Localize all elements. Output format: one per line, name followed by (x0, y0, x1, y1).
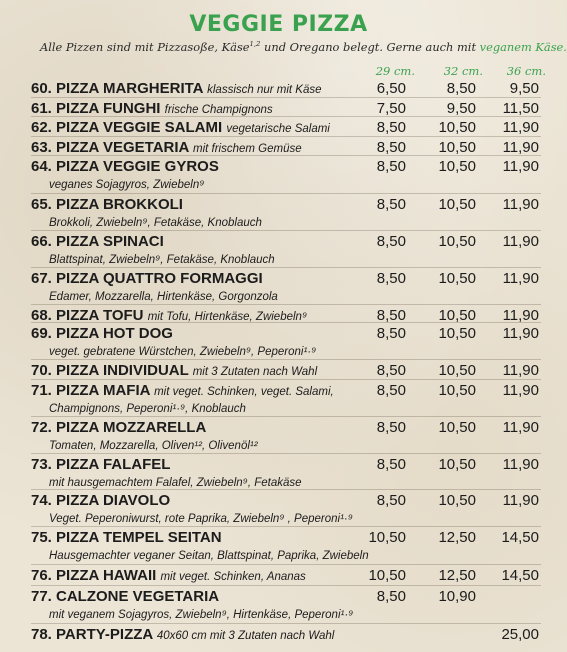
menu-item (31, 566, 541, 586)
price-36cm: 11,90 (502, 196, 539, 213)
row-divider (31, 359, 541, 360)
menu-item-title (31, 195, 183, 215)
menu-item-name: 61. PIZZA FUNGHI (31, 100, 161, 117)
menu-item-title (31, 587, 219, 607)
menu-item-title (31, 491, 170, 511)
menu-item (31, 455, 541, 491)
row-divider (31, 304, 541, 305)
price-36cm: 11,90 (502, 362, 539, 379)
menu-item-name: 65. PIZZA BROKKOLI (31, 196, 183, 213)
price-29cm: 8,50 (376, 233, 406, 250)
price-32cm: 10,50 (438, 419, 476, 436)
menu-item-title (31, 232, 164, 252)
price-36cm: 11,90 (502, 382, 539, 399)
menu-item-line (31, 361, 541, 381)
price-29cm: 8,50 (376, 419, 406, 436)
price-29cm: 8,50 (376, 158, 406, 175)
menu-item-title (31, 455, 170, 475)
vegan-cheese-note: veganem Käse. (479, 40, 567, 54)
menu-item-name: 77. CALZONE VEGETARIA (31, 588, 220, 605)
menu-item-title (31, 381, 334, 402)
menu-item-line (31, 269, 541, 289)
price-29cm: 8,50 (376, 588, 406, 605)
menu-item-description: Tomaten, Mozzarella, Oliven¹², Olivenöl¹² (49, 440, 258, 452)
price-36cm: 14,50 (501, 567, 539, 584)
row-divider (31, 230, 541, 231)
menu-item-line (31, 195, 541, 215)
price-29cm: 8,50 (376, 270, 406, 287)
row-divider (31, 97, 541, 98)
price-32cm: 10,90 (438, 588, 476, 605)
row-divider (31, 526, 541, 527)
menu-item (31, 306, 541, 326)
price-32cm: 10,50 (438, 382, 476, 399)
menu-item (31, 324, 541, 360)
menu-item-line (31, 528, 541, 548)
price-32cm: 10,50 (438, 119, 476, 136)
menu-item (31, 587, 541, 623)
row-divider (31, 136, 541, 137)
menu-item-name: 66. PIZZA SPINACI (31, 233, 164, 250)
menu-item-title (31, 418, 206, 438)
price-32cm: 10,50 (438, 325, 476, 342)
menu-item-name: 71. PIZZA MAFIA (31, 382, 150, 399)
price-36cm: 11,90 (502, 270, 539, 287)
menu-item-name: 63. PIZZA VEGETARIA (31, 139, 189, 156)
menu-item-title (31, 269, 263, 289)
price-32cm: 10,50 (438, 158, 476, 175)
row-divider (31, 453, 541, 454)
menu-item-name: 74. PIZZA DIAVOLO (31, 492, 171, 509)
menu-item-line (31, 455, 541, 475)
menu-item-title (31, 528, 222, 548)
menu-item-name: 78. PARTY-PIZZA (31, 626, 153, 643)
menu-item-description: Champignons, Peperoni¹·⁹, Knoblauch (49, 403, 246, 415)
price-29cm: 8,50 (376, 382, 406, 399)
menu-item-name: 73. PIZZA FALAFEL (31, 456, 171, 473)
menu-item (31, 269, 541, 305)
size-header-29: 29 cm. (375, 64, 415, 78)
menu-item-name: 64. PIZZA VEGGIE GYROS (31, 158, 219, 175)
menu-item-line (31, 306, 541, 326)
price-29cm: 8,50 (376, 456, 406, 473)
price-36cm: 11,90 (502, 158, 539, 175)
menu-item-description: Veget. Peperoniwurst, rote Paprika, Zwiebeln⁹ , Peperoni¹·⁹ (49, 513, 353, 525)
menu-item (31, 195, 541, 231)
price-32cm: 10,50 (438, 139, 476, 156)
price-36cm: 14,50 (501, 529, 539, 546)
subtitle-footnote: 1,2 (249, 40, 261, 49)
menu-item-name: 76. PIZZA HAWAII (31, 567, 157, 584)
price-29cm: 8,50 (376, 307, 406, 324)
row-divider (31, 322, 541, 323)
menu-item (31, 418, 541, 454)
menu-item-inline-description: mit Tofu, Hirtenkäse, Zwiebeln⁹ (147, 311, 308, 323)
price-36cm: 25,00 (501, 626, 539, 643)
menu-item-line (31, 324, 541, 344)
price-29cm: 8,50 (376, 196, 406, 213)
menu-item-description: Hausgemachter veganer Seitan, Blattspinat, Paprika, Zwiebeln (49, 550, 369, 562)
menu-item-inline-description: mit frischem Gemüse (192, 143, 302, 155)
row-divider (31, 623, 541, 624)
subtitle-text: Alle Pizzen sind mit Pizzasoße, Käse (40, 40, 250, 54)
menu-item-line (31, 625, 541, 645)
menu-item-description: veget. gebratene Würstchen, Zwiebeln⁹, Peperoni¹·⁹ (49, 346, 317, 358)
row-divider (31, 193, 541, 194)
menu-item-line (31, 79, 541, 99)
menu-item (31, 79, 541, 99)
row-divider (31, 155, 541, 156)
price-29cm: 10,50 (368, 529, 406, 546)
menu-item (31, 528, 541, 564)
menu-item-inline-description: mit 3 Zutaten nach Wahl (192, 366, 318, 378)
menu-item-name: 70. PIZZA INDIVIDUAL (31, 362, 189, 379)
menu-item-description: mit hausgemachtem Falafel, Zwiebeln⁹, Fetakäse (49, 477, 302, 489)
page-title: VEGGIE PIZZA (189, 12, 368, 37)
page-subtitle (40, 40, 567, 54)
row-divider (31, 379, 541, 380)
price-36cm: 11,90 (502, 119, 539, 136)
price-36cm: 11,90 (502, 233, 539, 250)
price-32cm: 10,50 (438, 362, 476, 379)
menu-item-inline-description: mit veget. Schinken, veget. Salami, (154, 386, 334, 398)
price-36cm: 11,90 (502, 492, 539, 509)
menu-item-inline-description: klassisch nur mit Käse (207, 84, 322, 96)
menu-item (31, 361, 541, 381)
row-divider (31, 489, 541, 490)
price-36cm: 11,90 (502, 307, 539, 324)
menu-item-line (31, 118, 541, 138)
price-32cm: 12,50 (438, 529, 476, 546)
price-32cm: 10,50 (438, 270, 476, 287)
menu-item-line (31, 232, 541, 252)
menu-item-name: 72. PIZZA MOZZARELLA (31, 419, 207, 436)
price-29cm: 8,50 (376, 119, 406, 136)
menu-item-inline-description: frische Champignons (164, 104, 273, 116)
price-36cm: 11,90 (502, 419, 539, 436)
row-divider (31, 564, 541, 565)
price-29cm: 8,50 (376, 325, 406, 342)
menu-item-description: Brokkoli, Zwiebeln⁹, Fetakäse, Knoblauch (49, 217, 262, 229)
size-header-36: 36 cm. (506, 64, 546, 78)
row-divider (31, 267, 541, 268)
row-divider (31, 585, 541, 586)
price-29cm: 10,50 (368, 567, 406, 584)
price-36cm: 11,90 (502, 139, 539, 156)
price-29cm: 8,50 (376, 362, 406, 379)
menu-item-name: 60. PIZZA MARGHERITA (31, 80, 203, 97)
menu-item-line (31, 418, 541, 438)
menu-item-name: 75. PIZZA TEMPEL SEITAN (31, 529, 222, 546)
menu-item-name: 67. PIZZA QUATTRO FORMAGGI (31, 270, 263, 287)
price-36cm: 11,50 (502, 100, 539, 117)
subtitle-text-mid: und Oregano belegt. Gerne auch mit (260, 40, 480, 54)
price-32cm: 10,50 (438, 196, 476, 213)
menu-item (31, 381, 541, 417)
menu-item (31, 118, 541, 138)
row-divider (31, 116, 541, 117)
menu-item-name: 69. PIZZA HOT DOG (31, 325, 173, 342)
menu-item (31, 625, 541, 645)
menu-item-inline-description: mit veget. Schinken, Ananas (160, 571, 306, 583)
menu-item-title (31, 566, 306, 587)
price-36cm: 11,90 (502, 456, 539, 473)
menu-item-description: mit veganem Sojagyros, Zwiebeln⁹, Hirtenkäse, Peperoni¹·⁹ (49, 609, 354, 621)
menu-item-title (31, 157, 219, 177)
price-32cm: 8,50 (446, 80, 476, 97)
price-29cm: 8,50 (376, 139, 406, 156)
menu-item-line (31, 566, 541, 586)
price-32cm: 10,50 (438, 307, 476, 324)
price-32cm: 10,50 (438, 233, 476, 250)
menu-item-title (31, 324, 173, 344)
menu-item-line (31, 491, 541, 511)
menu-item-line (31, 381, 541, 401)
row-divider (31, 416, 541, 417)
menu-item (31, 491, 541, 527)
price-32cm: 10,50 (438, 456, 476, 473)
price-32cm: 9,50 (446, 100, 476, 117)
menu-item (31, 232, 541, 268)
price-32cm: 10,50 (438, 492, 476, 509)
price-36cm: 9,50 (509, 80, 539, 97)
price-32cm: 12,50 (438, 567, 476, 584)
menu-item-inline-description: vegetarische Salami (226, 123, 330, 135)
menu-item-name: 62. PIZZA VEGGIE SALAMI (31, 119, 223, 136)
price-29cm: 6,50 (376, 80, 406, 97)
menu-item (31, 157, 541, 193)
menu-item-line (31, 157, 541, 177)
menu-item-line (31, 587, 541, 607)
price-36cm: 11,90 (502, 325, 539, 342)
size-header-32: 32 cm. (443, 64, 483, 78)
menu-item-inline-description: 40x60 cm mit 3 Zutaten nach Wahl (156, 630, 335, 642)
menu-item-description: Edamer, Mozzarella, Hirtenkäse, Gorgonzola (49, 291, 278, 303)
menu-item-description: veganes Sojagyros, Zwiebeln⁹ (49, 179, 205, 191)
menu-item-name: 68. PIZZA TOFU (31, 307, 144, 324)
price-29cm: 8,50 (376, 492, 406, 509)
price-29cm: 7,50 (376, 100, 406, 117)
menu-item-title (31, 625, 334, 646)
menu-item-description: Blattspinat, Zwiebeln⁹, Fetakäse, Knoblauch (49, 254, 275, 266)
